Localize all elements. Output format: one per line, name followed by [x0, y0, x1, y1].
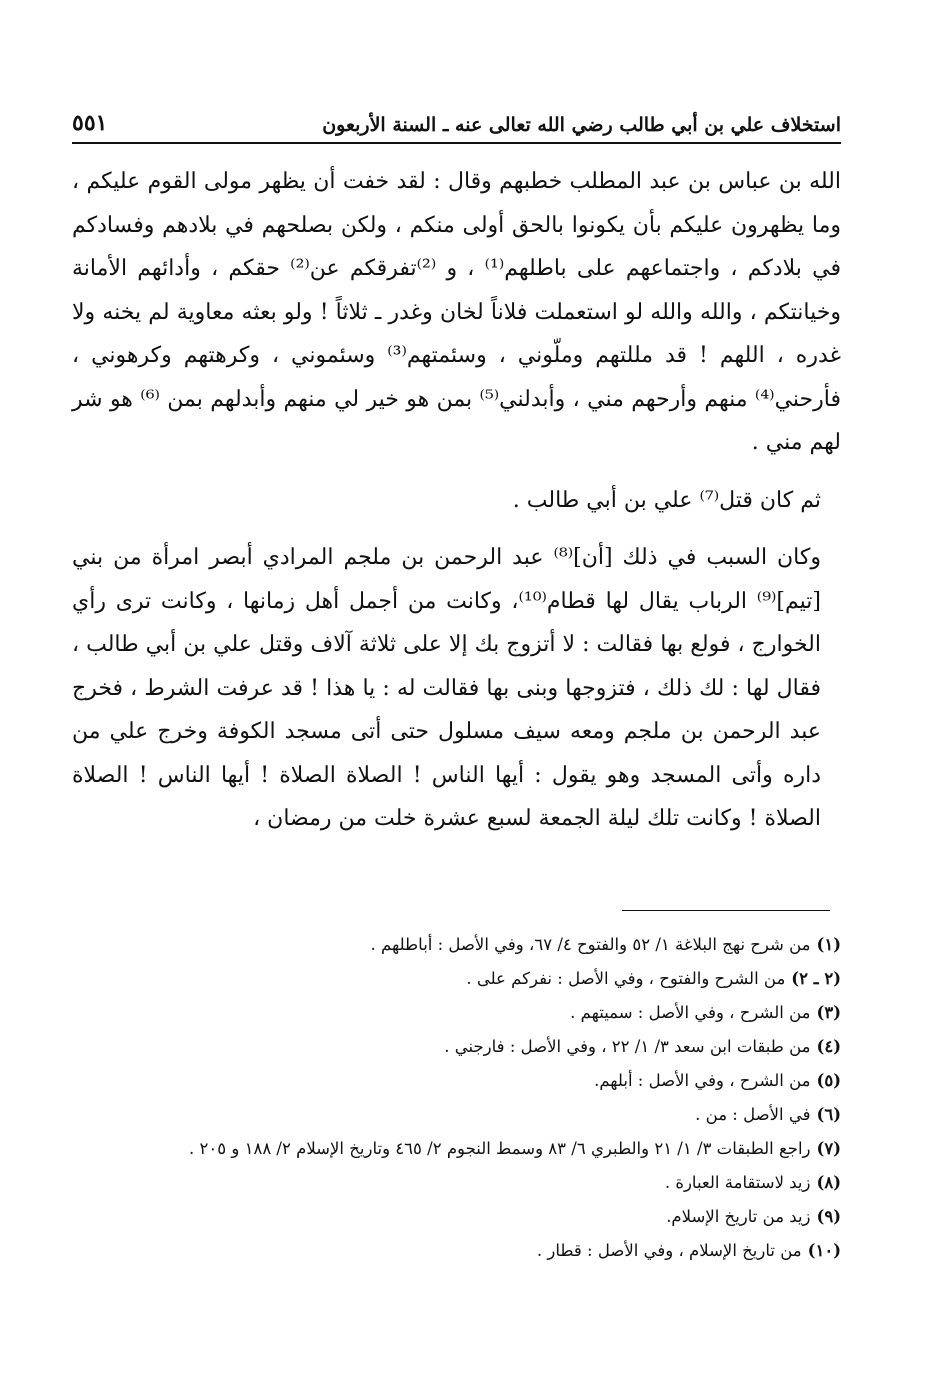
footnote-5 — [72, 1064, 841, 1098]
footnote-number: (١) — [816, 935, 841, 954]
footnote-text: من الشرح والفتوح ، وفي الأصل : نفركم على . — [466, 969, 786, 988]
paragraph-2: ثم كان قتل⁽⁷⁾ علي بن أبي طالب . — [512, 487, 821, 513]
main-text — [72, 160, 841, 841]
footnote-3 — [72, 996, 841, 1030]
footnote-8 — [72, 1166, 841, 1200]
footnote-number: (٤) — [816, 1037, 841, 1056]
footnote-text: من الشرح ، وفي الأصل : سميتهم . — [570, 1003, 811, 1022]
page-header — [72, 96, 841, 144]
footnote-text: في الأصل : من . — [695, 1105, 811, 1124]
footnote-text: من تاريخ الإسلام ، وفي الأصل : قطار . — [536, 1241, 802, 1260]
paragraph-1: الله بن عباس بن عبد المطلب خطبهم وقال : لقد خفت أن يظهر مولى القوم عليكم ، وما يظهرون عليكم بأن يكونوا بالحق أولى منكم ، ولكن بصلحهم في بلادهم وفسادكم في بلادكم ، واجتماعهم على باطلهم⁽¹⁾ ، و ⁽²⁾تفرقكم عن⁽²⁾ حقكم ، وأدائهم الأمانة وخيانتكم ، والله والله لو استعملت فلاناً لخان وغدر ـ ثلاثاً ! ولو بعثه معاوية لم يخنه ولا غدره ، اللهم ! قد مللتهم وملّوني ، وسئمتهم⁽³⁾ وسئموني ، وكرهتهم وكرهوني ، فأرحني⁽⁴⁾ منهم وأرحهم مني ، وأبدلني⁽⁵⁾ بمن هو خير لي منهم وأبدلهم بمن ⁽⁶⁾ هو شر لهم مني . — [72, 169, 842, 455]
footnote-text: من شرح نهج البلاغة ١/ ٥٢ والفتوح ٤/ ٦٧، وفي الأصل : أباطلهم . — [370, 935, 811, 954]
footnote-4 — [72, 1030, 841, 1064]
running-title: استخلاف علي بن أبي طالب رضي الله تعالى عنه ـ السنة الأربعون — [322, 114, 841, 136]
footnote-number: (١٠) — [807, 1241, 841, 1260]
footnote-text: راجع الطبقات ٣/ ١/ ٢١ والطبري ٦/ ٨٣ وسمط النجوم ٢/ ٤٦٥ وتاريخ الإسلام ٢/ ١٨٨ و ٢٠٥ . — [189, 1139, 811, 1158]
footnote-number: (٢ ـ ٢) — [791, 969, 841, 988]
footnote-text: من طبقات ابن سعد ٣/ ١/ ٢٢ ، وفي الأصل : فارجني . — [444, 1037, 811, 1056]
footnote-number: (٥) — [816, 1071, 841, 1090]
footnote-separator — [622, 910, 830, 911]
footnotes — [72, 928, 841, 1268]
footnote-6 — [72, 1098, 841, 1132]
footnote-number: (٦) — [816, 1105, 841, 1124]
footnote-1 — [72, 928, 841, 962]
footnote-2 — [72, 962, 841, 996]
footnote-text: من الشرح ، وفي الأصل : أبلهم. — [594, 1071, 811, 1090]
footnote-7 — [72, 1132, 841, 1166]
footnote-text: زيد من تاريخ الإسلام. — [666, 1207, 811, 1226]
footnote-text: زيد لاستقامة العبارة . — [664, 1173, 811, 1192]
footnote-number: (٣) — [816, 1003, 841, 1022]
footnote-number: (٧) — [816, 1139, 841, 1158]
footnote-9 — [72, 1200, 841, 1234]
paragraph-3: وكان السبب في ذلك [أن]⁽⁸⁾ عبد الرحمن بن ملجم المرادي أبصر امرأة من بني [تيم]⁽⁹⁾ الرباب يقال لها قطام⁽¹⁰⁾، وكانت من أجمل أهل زمانها ، وكانت ترى رأي الخوارج ، فولع بها فقالت : لا أتزوج بك إلا على ثلاثة آلاف وقتل علي بن أبي طالب ، فقال لها : لك ذلك ، فتزوجها وبنى بها فقالت له : يا هذا ! قد عرفت الشرط ، فخرج عبد الرحمن بن ملجم ومعه سيف مسلول حتى أتى مسجد الكوفة وخرج علي من داره وأتى المسجد وهو يقول : أيها الناس ! الصلاة الصلاة ! أيها الناس ! الصلاة الصلاة ! وكانت تلك ليلة الجمعة لسبع عشرة خلت من رمضان ، — [72, 545, 821, 831]
page-number: ٥٥١ — [72, 110, 108, 136]
footnote-10 — [72, 1234, 841, 1268]
footnote-number: (٩) — [816, 1207, 841, 1226]
footnote-number: (٨) — [816, 1173, 841, 1192]
